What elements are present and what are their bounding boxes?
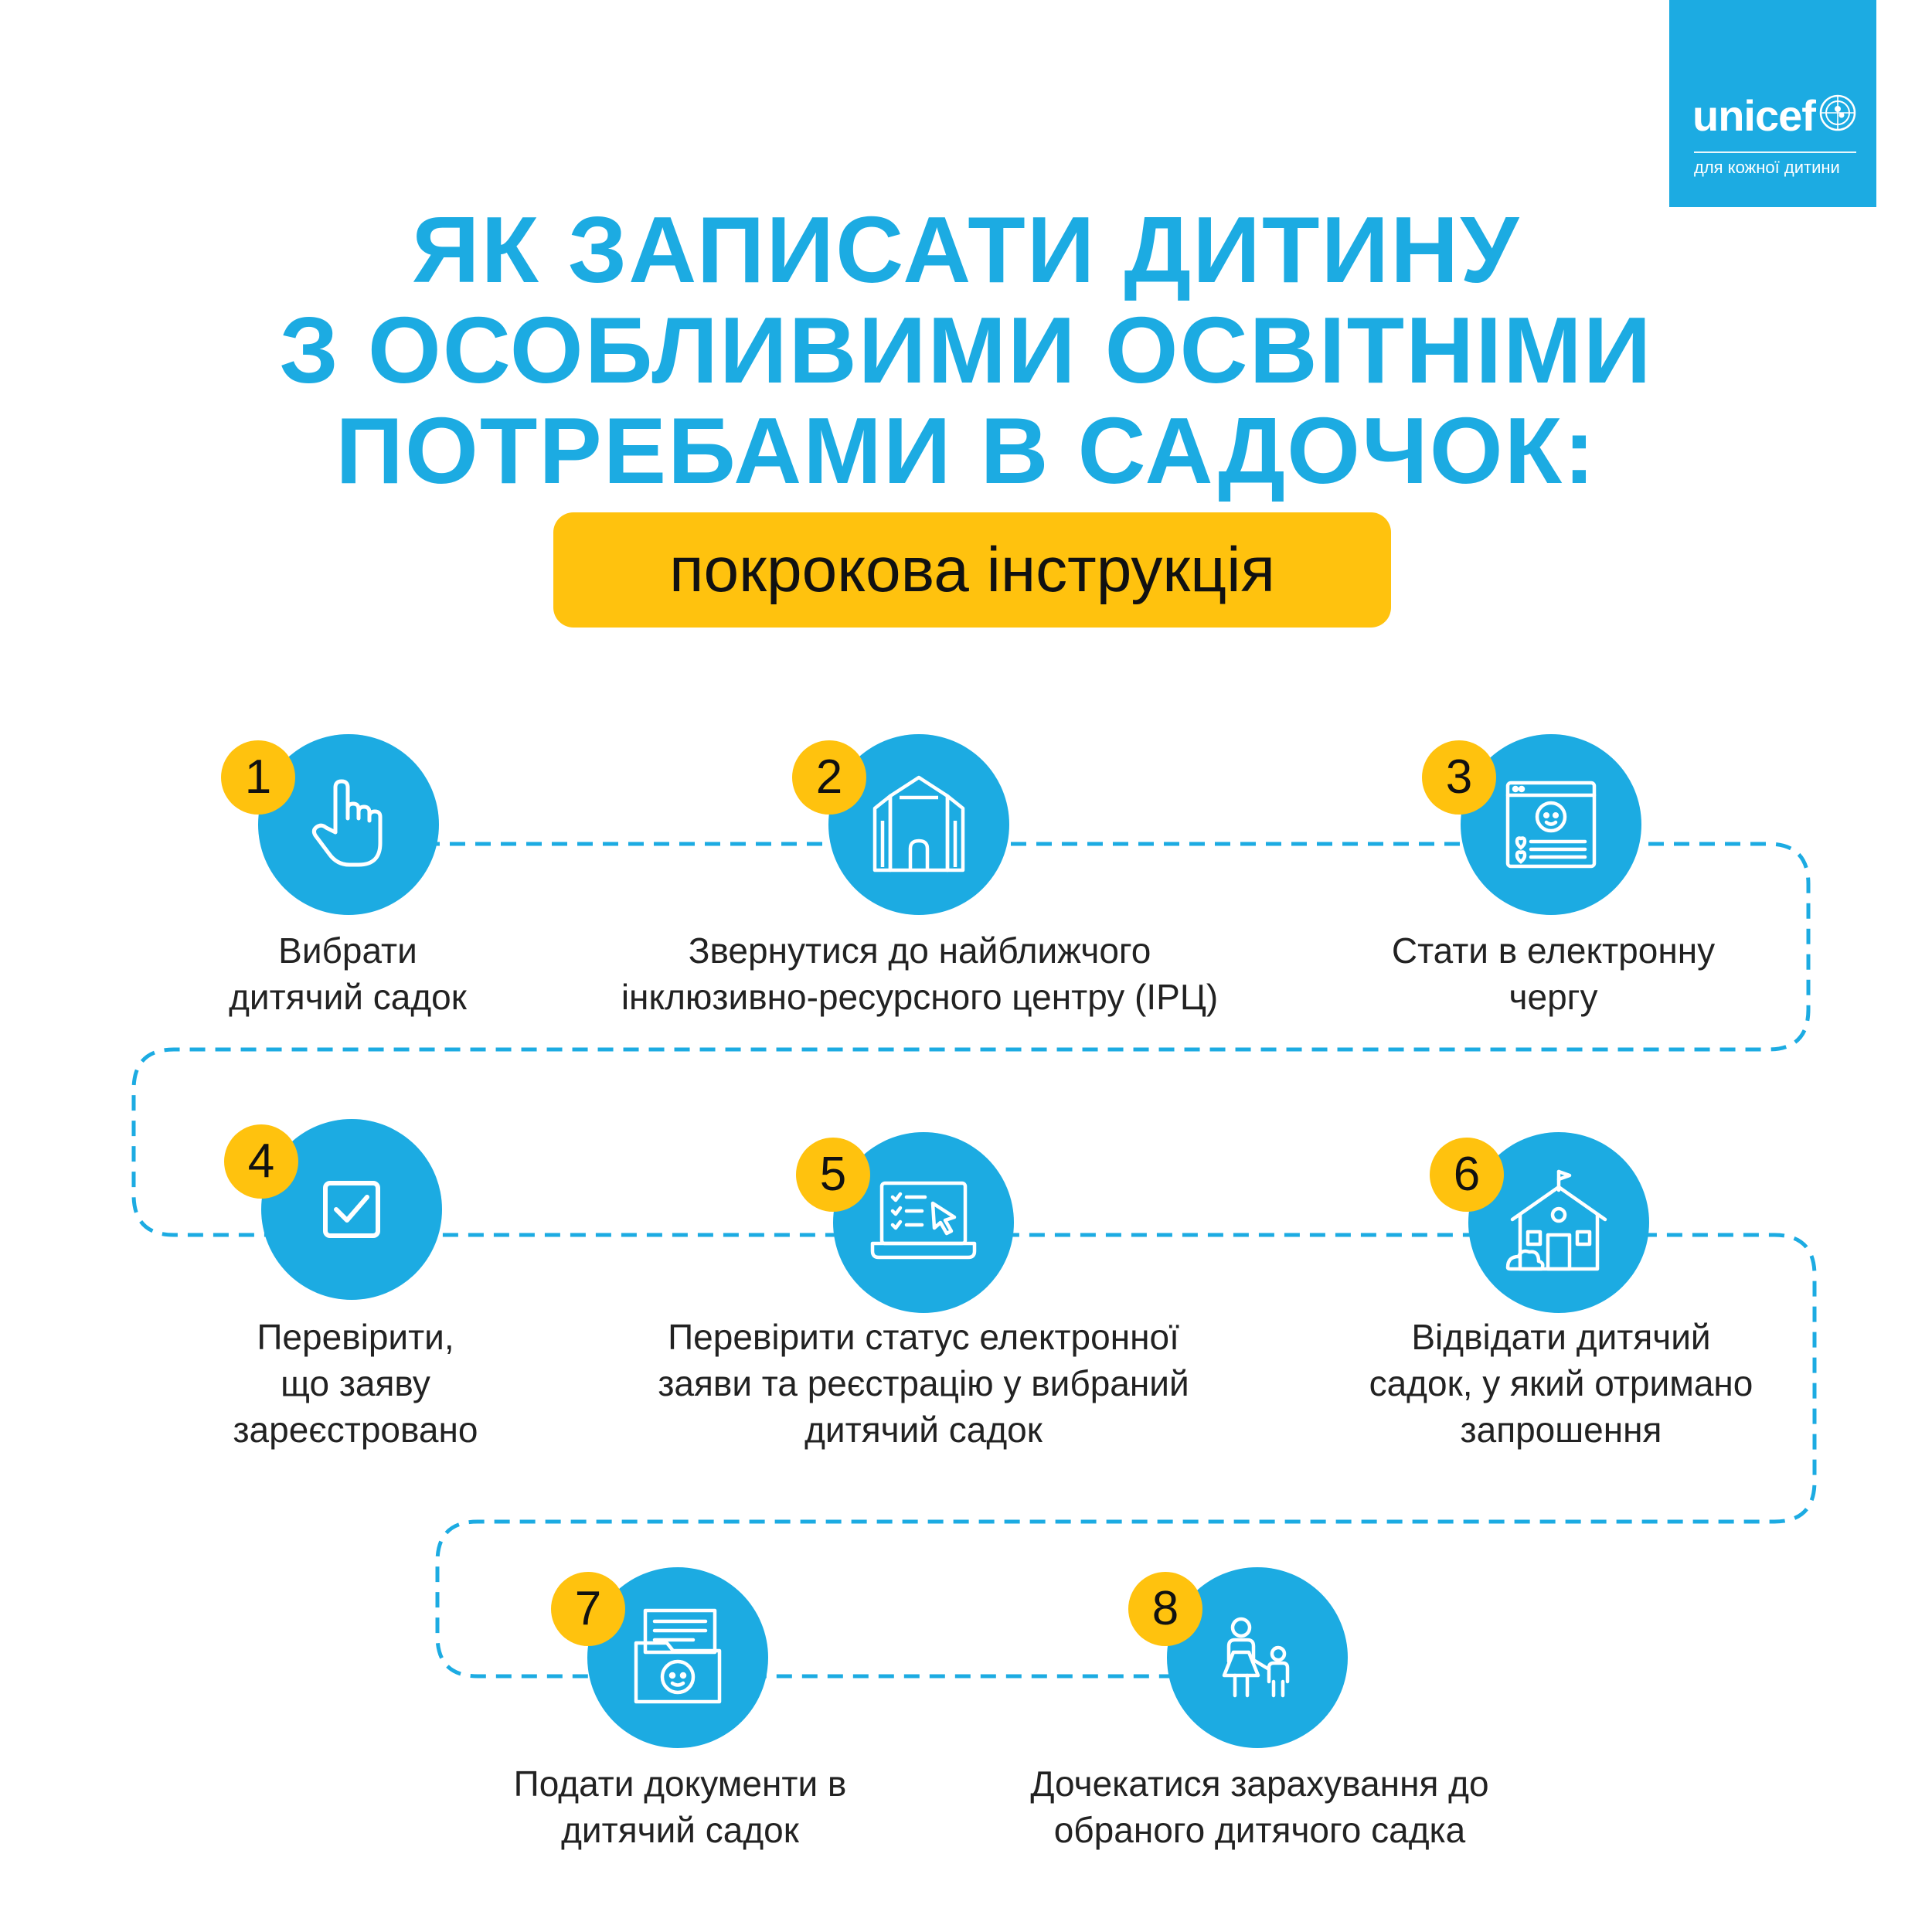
step-5-badge: 5: [796, 1138, 870, 1212]
title-line-1: ЯК ЗАПИСАТИ ДИТИНУ: [411, 197, 1521, 302]
step-6-label: Відвідати дитячий садок, у який отримано запрошення: [1369, 1317, 1753, 1450]
folder-documents-icon: [631, 1607, 724, 1708]
step-8-badge: 8: [1128, 1572, 1202, 1646]
step-5-label: Перевірити статус електронної заяви та реєстрацію у вибраний дитячий садок: [658, 1317, 1189, 1450]
step-7-badge: 7: [551, 1572, 625, 1646]
step-3-badge: 3: [1422, 740, 1496, 815]
building-icon: [869, 774, 969, 875]
parent-child-icon: [1215, 1615, 1300, 1700]
step-1-badge: 1: [221, 740, 295, 815]
step-7-label: Подати документи в дитячий садок: [513, 1764, 847, 1850]
step-1-label: Вибрати дитячий садок: [229, 930, 467, 1017]
step-6-badge: 6: [1430, 1138, 1504, 1212]
title-line-2: З ОСОБЛИВИМИ ОСВІТНІМИ: [279, 298, 1653, 403]
web-profile-icon: [1505, 778, 1597, 871]
step-2-label: Звернутися до найближчого інклюзивно-ресурсного центру (ІРЦ): [621, 930, 1219, 1017]
step-3-label: Стати в електронну чергу: [1391, 930, 1716, 1017]
logo-tagline: для кожної дитини: [1694, 158, 1840, 177]
step-2-badge: 2: [792, 740, 866, 815]
step-4-badge: 4: [224, 1124, 298, 1199]
step-4-label: Перевірити, що заяву зареєстровано: [233, 1317, 478, 1450]
subtitle-badge: покрокова інструкція: [553, 512, 1391, 628]
title-line-3: ПОТРЕБАМИ В САДОЧОК:: [335, 398, 1597, 503]
kindergarten-house-icon: [1505, 1168, 1613, 1277]
logo-wordmark: unicef: [1692, 91, 1815, 140]
pointing-hand-icon: [306, 778, 391, 871]
step-8-label: Дочекатися зарахування до обраного дитячого садка: [1030, 1764, 1489, 1850]
checkbox-icon: [321, 1179, 383, 1240]
laptop-checklist-icon: [869, 1180, 978, 1265]
